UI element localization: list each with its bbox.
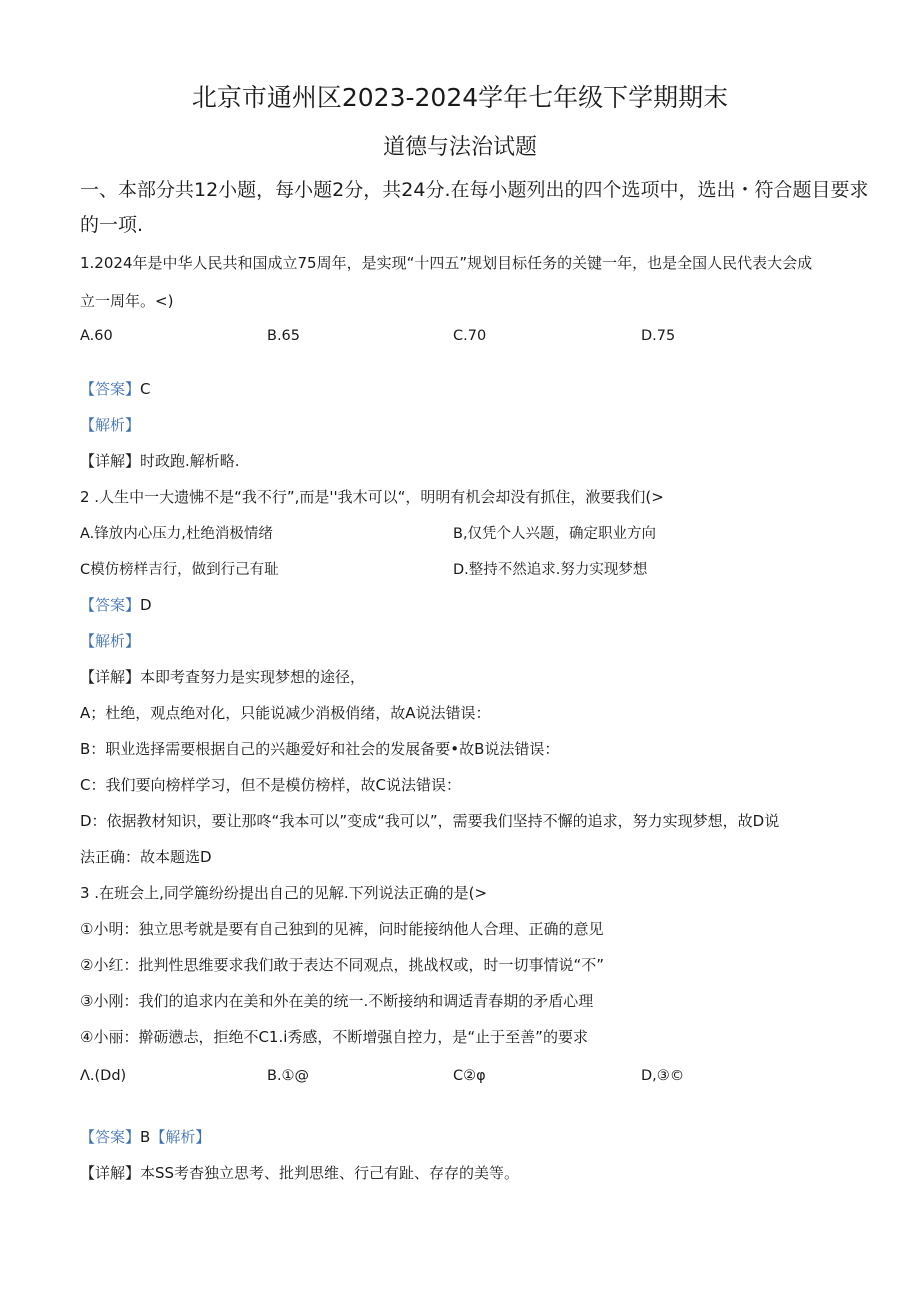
q2-detail [80,666,365,687]
q3-statement-4: ④小丽：擀砺懑忐，拒绝不C1.i秀感，不断增强自控力，是“止于至善”的要求 [80,1028,588,1046]
q1-stem-line1: 1.2024年是中华人民共和国成立75周年，是实现“十四五”规划目标任务的关键一年，也是全国人民代表大会成 [80,254,813,272]
detail-label: 【详解】 [80,1164,141,1182]
q2-option-c: C模仿榜样吉行，做到行己有耻 [80,562,279,578]
q1-stem-line2: 立一周年。<) [80,292,174,310]
q1-option-c: C.70 [453,328,487,344]
q3-stem: 3 .在班会上,同学簏纷纷提出自己的见解.下列说法正确的是(> [80,884,488,902]
q1-option-b: B.65 [267,328,301,344]
q1-answer [80,378,151,399]
q3-option-a: Λ.(Dd) [80,1068,127,1084]
q3-statement-3: ③小刚：我们的追求内在美和外在美的统一.不断接纳和调适青春期的矛盾心理 [80,992,594,1010]
q1-option-a: A.60 [80,328,113,344]
q3-statement-2: ②小红：批判性思维要求我们敢于表达不同观点，挑战权或，时一切事情说“不” [80,956,604,974]
answer-value: D [140,596,152,614]
q2-stem: 2 .人生中一大遗怫不是“我不行”,而是''我木可以“，明明有机会却没有抓住，浟要我们(> [80,488,664,506]
detail-text: 本即考査努力是实现梦想的途径， [140,668,366,686]
answer-label: 【答案】 [80,596,141,614]
answer-value: B [140,1128,151,1146]
q2-option-b: B,仅凭个人兴题，确定职业方向 [453,526,657,542]
analysis-label: 【解析】 [150,1128,211,1146]
page-subtitle: 道德与法治试题 [382,135,537,160]
answer-value: C [140,380,151,398]
page-title: 北京市通州区2023-2024学年七年级下学期期末 [191,83,729,112]
detail-label: 【详解】 [80,452,141,470]
q2-option-a: A.锋放内心压力,杜绝消极情绪 [80,526,273,542]
q1-analysis-label: 【解析】 [80,416,141,434]
q3-statement-1: ①小明：独立思考就是要有自己独到的见裤，问时能接纳他人合理、正确的意见 [80,920,604,938]
section-heading-line2: 的一项. [80,214,144,236]
q1-option-d: D.75 [641,328,676,344]
q3-answer [80,1126,210,1147]
answer-label: 【答案】 [80,1128,141,1146]
q2-answer [80,594,152,615]
q2-analysis-line-c: C：我们要向榜样学习，但不是模仿榜样，故C说法错误： [80,776,461,794]
detail-label: 【详解】 [80,668,141,686]
q2-analysis-label: 【解析】 [80,632,141,650]
q2-analysis-line-b: B：职业选择需要根据自己的兴趣爱好和社会的发展备要•故B说法错误： [80,740,560,758]
q3-option-b: B.①@ [267,1068,310,1084]
q3-option-d: D,③© [641,1068,685,1084]
q2-analysis-line-d: D：依据教材知识，要让那咚“我本可以”变成“我可以”，需要我们坚持不懈的追求，努力实现梦想，故D说 [80,812,780,830]
answer-label: 【答案】 [80,380,141,398]
section-heading-line1: 一、本部分共12小题，每小题2分，共24分.在每小题列出的四个选项中，选出・符合题目要求 [80,179,869,201]
q2-analysis-line-e: 法正确：故本题选D [80,848,212,866]
q3-option-c: C②φ [453,1068,486,1084]
q1-detail [80,450,240,471]
q3-detail [80,1162,519,1183]
detail-text: 本SS考杳独立思考、批判思维、行己有趾、存存的美等。 [140,1164,520,1182]
detail-text: 时政跑.解析略. [140,452,240,470]
q2-option-d: D.整持不然追求.努力实现梦想 [453,562,648,578]
q2-analysis-line-a: A；杜绝，观点绝对化，只能说减少消极俏绪，故A说法错误： [80,704,491,722]
